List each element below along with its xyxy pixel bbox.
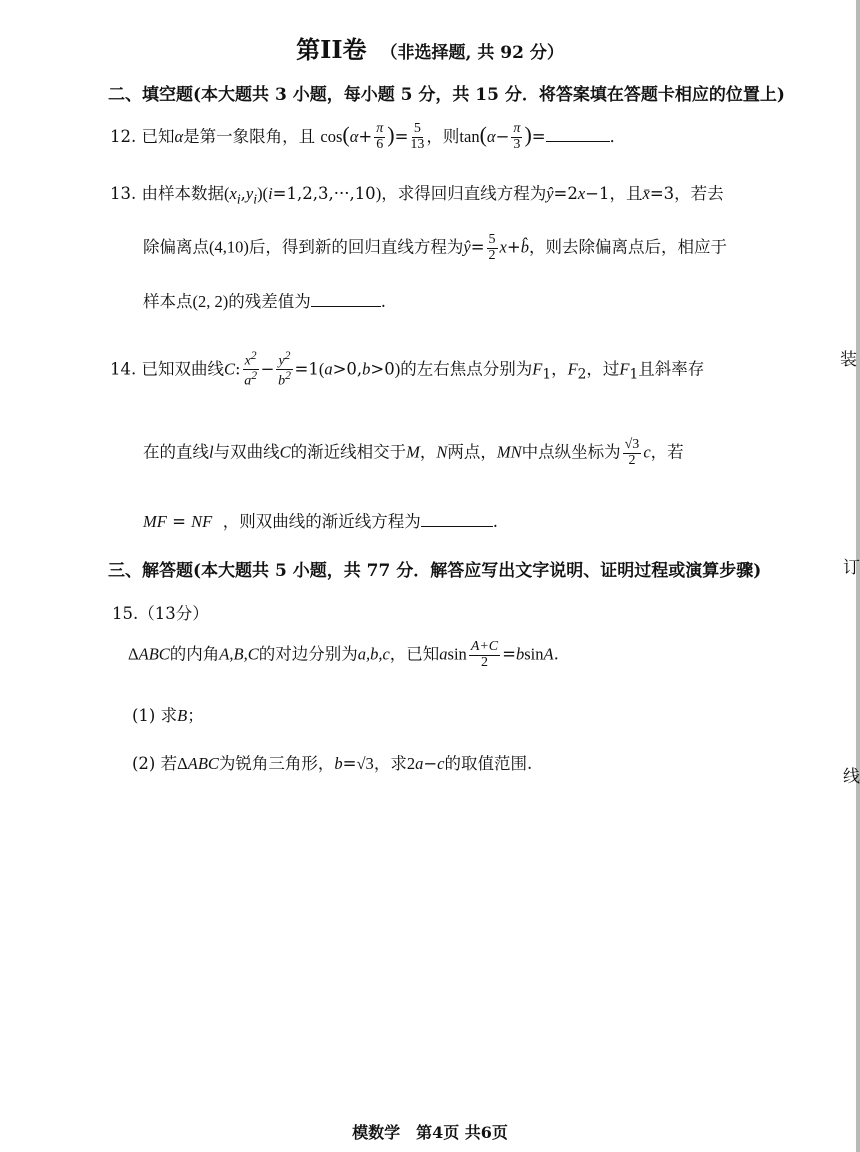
q14-text-3: ，过 bbox=[586, 359, 620, 379]
section3-heading: 三、解答题(本大题共 5 小题，共 77 分．解答应写出文字说明、证明过程或演算步骤) bbox=[108, 561, 762, 581]
q14-text-8: 两点， bbox=[447, 442, 497, 462]
q13-answer-blank bbox=[311, 292, 381, 307]
q12-text-3: ，则 bbox=[426, 127, 460, 146]
part-title-main: 第II卷 bbox=[296, 35, 367, 64]
q12-text-1: 已知 bbox=[141, 127, 175, 146]
q15-part1-end: ； bbox=[187, 706, 204, 725]
q14-text-5: 在的直线 bbox=[143, 442, 209, 462]
q14-text-4: 且斜率存 bbox=[638, 359, 705, 379]
q15-text-1: 的内角 bbox=[169, 644, 220, 664]
q15-part2-text-4: 的取值范围. bbox=[444, 754, 533, 773]
q12-text-2: 是第一象限角，且 bbox=[183, 127, 316, 146]
q13-text-8: 样本点 bbox=[143, 292, 193, 311]
q13-text-3: ，且 bbox=[609, 184, 643, 203]
q13-text-2: ，求得回归直线方程为 bbox=[381, 184, 547, 203]
question-13-line-2: 除偏离点(4,10)后，得到新的回归直线方程为ŷ= $\frac{5}{2}$ x+b̂，则去除偏离点后，相应于 bbox=[143, 232, 727, 263]
q12-end: ． bbox=[609, 127, 627, 146]
q15-part2-text-3: ，求 bbox=[373, 754, 407, 773]
q15-part-1: (1) 求B； bbox=[132, 706, 204, 725]
part-title bbox=[0, 30, 860, 65]
q14-answer-blank bbox=[421, 512, 493, 527]
question-13-line-3: 样本点(2, 2)的残差值为 . bbox=[143, 292, 386, 311]
question-13-line-1: 13. 由样本数据$(x_i,y_i)(i=1,2,3,\cdot\cdot\cdot,10)$，求得回归直线方程为ŷ=2x−1，且x̄=3，若去 bbox=[110, 184, 724, 207]
q13-text-5: 除偏离点 bbox=[143, 237, 209, 257]
question-14-line-1: 14. 已知双曲线C: $\frac{x^2}{a^2}$ − $\frac{y^2}{b^2}$ =1(a>0,b>0)的左右焦点分别为$F_1$，$F_2$，过$F_1$且斜率存 bbox=[110, 349, 705, 389]
section2-heading: 二、填空题(本大题共 3 小题，每小题 5 分，共 15 分．将答案填在答题卡相应的位置上) bbox=[108, 85, 785, 105]
binding-mark-1: 装 bbox=[840, 350, 857, 370]
question-14-line-2: 在的直线l与双曲线C的渐近线相交于M，N两点，MN中点纵坐标为 $\frac{√3}{2}$ c，若 bbox=[143, 437, 684, 468]
q14-text-11: ，则双曲线的渐近线方程为 bbox=[222, 512, 421, 531]
q14-text-9: 中点纵坐标为 bbox=[521, 442, 621, 462]
q15-text-2: 的对边分别为 bbox=[258, 644, 358, 664]
page-footer: 模数学 第4页 共6页 bbox=[352, 1123, 508, 1142]
q12-answer-blank bbox=[546, 127, 610, 142]
q13-text-9: 的残差值为 bbox=[228, 292, 311, 311]
q13-text-1: 由样本数据 bbox=[141, 184, 224, 203]
q14-text-2: 的左右焦点分别为 bbox=[400, 359, 533, 379]
part-title-sub: （非选择题, 共 92 分） bbox=[380, 43, 564, 63]
q13-number: 13. bbox=[110, 184, 137, 203]
q13-text-6: 后，得到新的回归直线方程为 bbox=[248, 237, 464, 257]
question-12: 12. 已知α是第一象限角，且 cos(α+ $\frac{\pi}{6}$ )= $\frac{5}{13}$ ，则tan(α− $\frac{\pi}{3}$ )= ． bbox=[110, 121, 627, 152]
q15-number: 15.（13分） bbox=[112, 604, 209, 623]
binding-mark-2: 订 bbox=[843, 558, 860, 578]
q14-end: . bbox=[492, 512, 498, 531]
q12-number: 12. bbox=[110, 127, 137, 146]
q13-text-7: ，则去除偏离点后，相应于 bbox=[528, 237, 727, 257]
q14-text-6: 与双曲线 bbox=[213, 442, 280, 462]
binding-mark-3: 线 bbox=[843, 767, 860, 787]
q14-number: 14. bbox=[110, 359, 137, 379]
q15-part2-text-1: (2) 若 bbox=[132, 754, 178, 773]
question-14-line-3: MF = NF ，则双曲线的渐近线方程为 . bbox=[143, 512, 498, 531]
q15-text-4: . bbox=[553, 644, 559, 664]
q15-stem: ΔABC的内角A,B,C的对边分别为a,b,c，已知asin $\frac{A+C}{2}$ =bsinA. bbox=[128, 639, 559, 670]
q14-text-1: 已知双曲线 bbox=[141, 359, 224, 379]
q14-text-7: 的渐近线相交于 bbox=[290, 442, 407, 462]
q15-part2-text-2: 为锐角三角形， bbox=[218, 754, 335, 773]
q15-part-2: (2) 若ΔABC为锐角三角形，b=√3，求2a−c的取值范围. bbox=[132, 754, 533, 773]
q13-text-4: ，若去 bbox=[674, 184, 724, 203]
q13-end: . bbox=[380, 292, 386, 311]
q15-text-3: ，已知 bbox=[389, 644, 440, 664]
q14-text-10: ，若 bbox=[650, 442, 684, 462]
q15-part1-text: (1) 求 bbox=[132, 706, 178, 725]
